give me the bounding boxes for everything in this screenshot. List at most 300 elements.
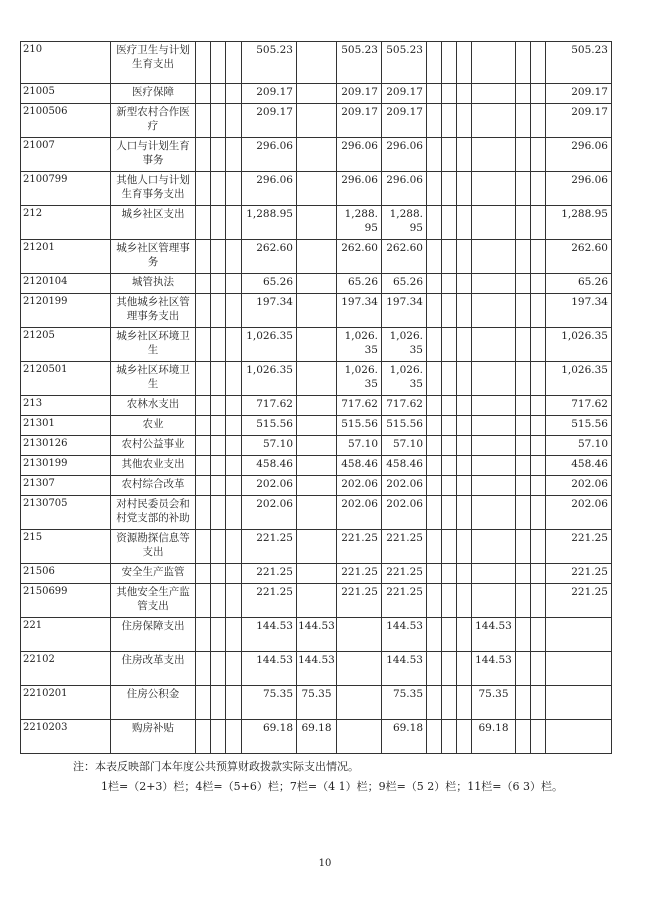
empty-cell — [516, 362, 531, 396]
empty-cell — [211, 496, 226, 530]
empty-cell — [211, 138, 226, 172]
table-row — [21, 720, 612, 754]
cell-c1: 221.25 — [242, 564, 297, 584]
cell-c6: 458.46 — [546, 456, 612, 476]
cell-c4: 221.25 — [382, 564, 427, 584]
cell-c5 — [472, 396, 516, 416]
empty-cell — [427, 172, 442, 206]
empty-cell — [516, 564, 531, 584]
cell-c3: 296.06 — [337, 138, 382, 172]
empty-cell — [457, 328, 472, 362]
empty-cell — [531, 396, 546, 416]
cell-name: 新型农村合作医疗 — [111, 104, 196, 138]
cell-c5 — [472, 104, 516, 138]
cell-c1: 717.62 — [242, 396, 297, 416]
cell-c2: 144.53 — [297, 618, 337, 652]
empty-cell — [457, 584, 472, 618]
empty-cell — [211, 240, 226, 274]
cell-code: 2210201 — [21, 686, 111, 720]
cell-c1: 144.53 — [242, 652, 297, 686]
table-row — [21, 362, 612, 396]
cell-c6 — [546, 652, 612, 686]
cell-c3: 458.46 — [337, 456, 382, 476]
table-note — [73, 757, 563, 797]
empty-cell — [196, 396, 211, 416]
empty-cell — [427, 652, 442, 686]
table-row — [21, 436, 612, 456]
empty-cell — [531, 206, 546, 240]
cell-c4: 505.23 — [382, 42, 427, 84]
empty-cell — [427, 496, 442, 530]
empty-cell — [211, 476, 226, 496]
cell-c4: 221.25 — [382, 530, 427, 564]
empty-cell — [457, 686, 472, 720]
cell-code: 21007 — [21, 138, 111, 172]
empty-cell — [516, 274, 531, 294]
empty-cell — [457, 618, 472, 652]
cell-c2 — [297, 240, 337, 274]
empty-cell — [226, 564, 242, 584]
empty-cell — [196, 294, 211, 328]
empty-cell — [442, 328, 457, 362]
cell-c3: 1,026.35 — [337, 328, 382, 362]
cell-c2 — [297, 584, 337, 618]
empty-cell — [196, 564, 211, 584]
empty-cell — [211, 618, 226, 652]
cell-c2 — [297, 396, 337, 416]
cell-name: 其他人口与计划生育事务支出 — [111, 172, 196, 206]
empty-cell — [531, 362, 546, 396]
cell-c6: 717.62 — [546, 396, 612, 416]
cell-c2 — [297, 362, 337, 396]
cell-c4: 57.10 — [382, 436, 427, 456]
cell-code: 21201 — [21, 240, 111, 274]
empty-cell — [531, 652, 546, 686]
cell-c2 — [297, 476, 337, 496]
empty-cell — [457, 172, 472, 206]
empty-cell — [427, 362, 442, 396]
empty-cell — [427, 686, 442, 720]
cell-c1: 1,026.35 — [242, 362, 297, 396]
expenditure-table — [20, 41, 612, 754]
cell-c2 — [297, 496, 337, 530]
empty-cell — [196, 530, 211, 564]
cell-c5 — [472, 294, 516, 328]
cell-c6: 65.26 — [546, 274, 612, 294]
note-line-2: 1栏=（2+3）栏；4栏=（5+6）栏；7栏=（4 1）栏；9栏=（5 2）栏；11栏=（6 3）栏。 — [101, 780, 563, 793]
cell-c1: 197.34 — [242, 294, 297, 328]
empty-cell — [531, 456, 546, 476]
cell-c3: 202.06 — [337, 496, 382, 530]
empty-cell — [531, 42, 546, 84]
cell-c4: 209.17 — [382, 84, 427, 104]
empty-cell — [531, 104, 546, 138]
empty-cell — [457, 274, 472, 294]
empty-cell — [457, 240, 472, 274]
cell-name: 住房公积金 — [111, 686, 196, 720]
cell-c6: 1,026.35 — [546, 362, 612, 396]
empty-cell — [196, 362, 211, 396]
cell-name: 医疗保障 — [111, 84, 196, 104]
empty-cell — [442, 720, 457, 754]
cell-c2 — [297, 84, 337, 104]
empty-cell — [442, 172, 457, 206]
cell-c1: 505.23 — [242, 42, 297, 84]
cell-c6 — [546, 720, 612, 754]
cell-c5: 144.53 — [472, 618, 516, 652]
cell-name: 其他安全生产监管支出 — [111, 584, 196, 618]
empty-cell — [457, 138, 472, 172]
cell-c5: 75.35 — [472, 686, 516, 720]
empty-cell — [457, 720, 472, 754]
empty-cell — [211, 456, 226, 476]
empty-cell — [442, 396, 457, 416]
cell-c4: 144.53 — [382, 652, 427, 686]
empty-cell — [531, 496, 546, 530]
cell-c6: 515.56 — [546, 416, 612, 436]
empty-cell — [226, 618, 242, 652]
empty-cell — [531, 328, 546, 362]
cell-code: 21205 — [21, 328, 111, 362]
cell-c6 — [546, 686, 612, 720]
cell-c2 — [297, 104, 337, 138]
cell-c3: 717.62 — [337, 396, 382, 416]
empty-cell — [427, 456, 442, 476]
empty-cell — [531, 564, 546, 584]
cell-name: 城乡社区支出 — [111, 206, 196, 240]
cell-c1: 65.26 — [242, 274, 297, 294]
cell-name: 人口与计划生育事务 — [111, 138, 196, 172]
empty-cell — [427, 206, 442, 240]
table-row — [21, 42, 612, 84]
empty-cell — [226, 104, 242, 138]
table-row — [21, 206, 612, 240]
cell-c3: 57.10 — [337, 436, 382, 456]
cell-c3: 515.56 — [337, 416, 382, 436]
table-row — [21, 274, 612, 294]
empty-cell — [442, 436, 457, 456]
cell-c1: 202.06 — [242, 496, 297, 530]
empty-cell — [226, 416, 242, 436]
cell-code: 21307 — [21, 476, 111, 496]
cell-code: 210 — [21, 42, 111, 84]
cell-c3: 65.26 — [337, 274, 382, 294]
empty-cell — [516, 686, 531, 720]
empty-cell — [516, 328, 531, 362]
empty-cell — [226, 362, 242, 396]
cell-c2 — [297, 294, 337, 328]
empty-cell — [196, 476, 211, 496]
empty-cell — [516, 172, 531, 206]
table-row — [21, 584, 612, 618]
cell-c3: 209.17 — [337, 84, 382, 104]
cell-code: 213 — [21, 396, 111, 416]
cell-c6: 1,288.95 — [546, 206, 612, 240]
table-row — [21, 530, 612, 564]
cell-c1: 69.18 — [242, 720, 297, 754]
empty-cell — [427, 416, 442, 436]
cell-c3: 221.25 — [337, 584, 382, 618]
cell-c6: 221.25 — [546, 584, 612, 618]
empty-cell — [226, 172, 242, 206]
cell-c2 — [297, 138, 337, 172]
empty-cell — [196, 104, 211, 138]
empty-cell — [516, 618, 531, 652]
empty-cell — [457, 206, 472, 240]
table-row — [21, 84, 612, 104]
cell-c6: 202.06 — [546, 496, 612, 530]
cell-c2: 69.18 — [297, 720, 337, 754]
empty-cell — [427, 84, 442, 104]
empty-cell — [427, 240, 442, 274]
empty-cell — [196, 84, 211, 104]
table-row — [21, 456, 612, 476]
empty-cell — [427, 42, 442, 84]
cell-c6: 209.17 — [546, 104, 612, 138]
empty-cell — [531, 720, 546, 754]
empty-cell — [516, 476, 531, 496]
table-body — [21, 42, 612, 754]
cell-code: 221 — [21, 618, 111, 652]
table-row — [21, 496, 612, 530]
empty-cell — [196, 274, 211, 294]
empty-cell — [516, 652, 531, 686]
cell-c6: 221.25 — [546, 530, 612, 564]
empty-cell — [457, 530, 472, 564]
cell-c1: 262.60 — [242, 240, 297, 274]
empty-cell — [427, 138, 442, 172]
empty-cell — [211, 104, 226, 138]
empty-cell — [531, 172, 546, 206]
cell-code: 212 — [21, 206, 111, 240]
empty-cell — [516, 84, 531, 104]
cell-c2 — [297, 564, 337, 584]
empty-cell — [516, 138, 531, 172]
cell-c4: 515.56 — [382, 416, 427, 436]
table-row — [21, 652, 612, 686]
cell-c5 — [472, 584, 516, 618]
empty-cell — [516, 294, 531, 328]
empty-cell — [457, 396, 472, 416]
empty-cell — [516, 416, 531, 436]
page-number: 10 — [318, 858, 332, 869]
empty-cell — [442, 584, 457, 618]
empty-cell — [211, 686, 226, 720]
cell-c6: 296.06 — [546, 172, 612, 206]
empty-cell — [211, 294, 226, 328]
empty-cell — [427, 476, 442, 496]
empty-cell — [196, 42, 211, 84]
cell-c3 — [337, 720, 382, 754]
cell-name: 农业 — [111, 416, 196, 436]
cell-name: 其他城乡社区管理事务支出 — [111, 294, 196, 328]
empty-cell — [427, 530, 442, 564]
empty-cell — [457, 476, 472, 496]
cell-c1: 209.17 — [242, 84, 297, 104]
empty-cell — [196, 206, 211, 240]
empty-cell — [427, 436, 442, 456]
empty-cell — [226, 274, 242, 294]
empty-cell — [531, 274, 546, 294]
empty-cell — [196, 138, 211, 172]
empty-cell — [226, 530, 242, 564]
cell-c6: 57.10 — [546, 436, 612, 456]
cell-c3: 197.34 — [337, 294, 382, 328]
cell-c4: 69.18 — [382, 720, 427, 754]
cell-code: 2120501 — [21, 362, 111, 396]
empty-cell — [516, 104, 531, 138]
cell-c5 — [472, 274, 516, 294]
empty-cell — [531, 84, 546, 104]
cell-c5 — [472, 496, 516, 530]
cell-c2 — [297, 530, 337, 564]
empty-cell — [442, 240, 457, 274]
cell-c4: 458.46 — [382, 456, 427, 476]
cell-c5: 69.18 — [472, 720, 516, 754]
empty-cell — [531, 584, 546, 618]
cell-code: 21005 — [21, 84, 111, 104]
cell-c5 — [472, 172, 516, 206]
cell-c3: 221.25 — [337, 530, 382, 564]
cell-c3: 209.17 — [337, 104, 382, 138]
empty-cell — [211, 172, 226, 206]
cell-name: 农林水支出 — [111, 396, 196, 416]
cell-c3: 221.25 — [337, 564, 382, 584]
cell-code: 2210203 — [21, 720, 111, 754]
cell-c5 — [472, 564, 516, 584]
empty-cell — [196, 618, 211, 652]
cell-c6 — [546, 618, 612, 652]
empty-cell — [516, 206, 531, 240]
empty-cell — [196, 720, 211, 754]
cell-c3: 296.06 — [337, 172, 382, 206]
cell-c4: 144.53 — [382, 618, 427, 652]
empty-cell — [226, 436, 242, 456]
empty-cell — [211, 206, 226, 240]
cell-c5 — [472, 436, 516, 456]
empty-cell — [196, 172, 211, 206]
cell-c5: 144.53 — [472, 652, 516, 686]
empty-cell — [516, 240, 531, 274]
cell-c3 — [337, 618, 382, 652]
empty-cell — [516, 396, 531, 416]
empty-cell — [516, 42, 531, 84]
cell-code: 2120104 — [21, 274, 111, 294]
empty-cell — [531, 294, 546, 328]
cell-c6: 505.23 — [546, 42, 612, 84]
empty-cell — [516, 436, 531, 456]
cell-c5 — [472, 530, 516, 564]
cell-c1: 1,026.35 — [242, 328, 297, 362]
cell-code: 2130126 — [21, 436, 111, 456]
table-row — [21, 104, 612, 138]
cell-c1: 75.35 — [242, 686, 297, 720]
empty-cell — [226, 42, 242, 84]
empty-cell — [442, 476, 457, 496]
cell-c1: 221.25 — [242, 584, 297, 618]
table-row — [21, 172, 612, 206]
cell-name: 安全生产监管 — [111, 564, 196, 584]
cell-c6: 202.06 — [546, 476, 612, 496]
cell-c5 — [472, 138, 516, 172]
empty-cell — [196, 496, 211, 530]
cell-c2: 75.35 — [297, 686, 337, 720]
cell-c4: 202.06 — [382, 476, 427, 496]
cell-name: 城乡社区管理事务 — [111, 240, 196, 274]
table-row — [21, 328, 612, 362]
cell-c1: 209.17 — [242, 104, 297, 138]
cell-c2 — [297, 206, 337, 240]
empty-cell — [226, 496, 242, 530]
empty-cell — [531, 476, 546, 496]
empty-cell — [196, 328, 211, 362]
empty-cell — [457, 362, 472, 396]
cell-c1: 458.46 — [242, 456, 297, 476]
cell-c4: 296.06 — [382, 172, 427, 206]
empty-cell — [457, 436, 472, 456]
cell-c2 — [297, 456, 337, 476]
empty-cell — [226, 328, 242, 362]
empty-cell — [226, 138, 242, 172]
cell-c5 — [472, 42, 516, 84]
cell-c4: 1,026.35 — [382, 362, 427, 396]
cell-c5 — [472, 416, 516, 436]
cell-name: 购房补贴 — [111, 720, 196, 754]
cell-c2 — [297, 172, 337, 206]
empty-cell — [531, 686, 546, 720]
empty-cell — [516, 584, 531, 618]
empty-cell — [427, 720, 442, 754]
empty-cell — [442, 456, 457, 476]
empty-cell — [196, 240, 211, 274]
cell-name: 资源勘探信息等支出 — [111, 530, 196, 564]
empty-cell — [457, 456, 472, 476]
empty-cell — [211, 720, 226, 754]
empty-cell — [442, 138, 457, 172]
empty-cell — [427, 618, 442, 652]
empty-cell — [427, 396, 442, 416]
cell-code: 22102 — [21, 652, 111, 686]
table-row — [21, 294, 612, 328]
table-row — [21, 240, 612, 274]
empty-cell — [442, 686, 457, 720]
expenditure-table-wrap — [20, 41, 608, 754]
empty-cell — [211, 530, 226, 564]
table-row — [21, 138, 612, 172]
cell-c3: 505.23 — [337, 42, 382, 84]
cell-c6: 1,026.35 — [546, 328, 612, 362]
empty-cell — [427, 274, 442, 294]
cell-c1: 202.06 — [242, 476, 297, 496]
empty-cell — [211, 84, 226, 104]
cell-name: 城乡社区环境卫生 — [111, 362, 196, 396]
table-row — [21, 476, 612, 496]
empty-cell — [196, 686, 211, 720]
empty-cell — [427, 584, 442, 618]
cell-name: 住房保障支出 — [111, 618, 196, 652]
cell-c6: 296.06 — [546, 138, 612, 172]
cell-c6: 262.60 — [546, 240, 612, 274]
cell-c1: 296.06 — [242, 138, 297, 172]
empty-cell — [531, 618, 546, 652]
empty-cell — [442, 42, 457, 84]
empty-cell — [457, 416, 472, 436]
empty-cell — [457, 294, 472, 328]
empty-cell — [442, 652, 457, 686]
empty-cell — [226, 396, 242, 416]
empty-cell — [226, 652, 242, 686]
cell-c4: 717.62 — [382, 396, 427, 416]
